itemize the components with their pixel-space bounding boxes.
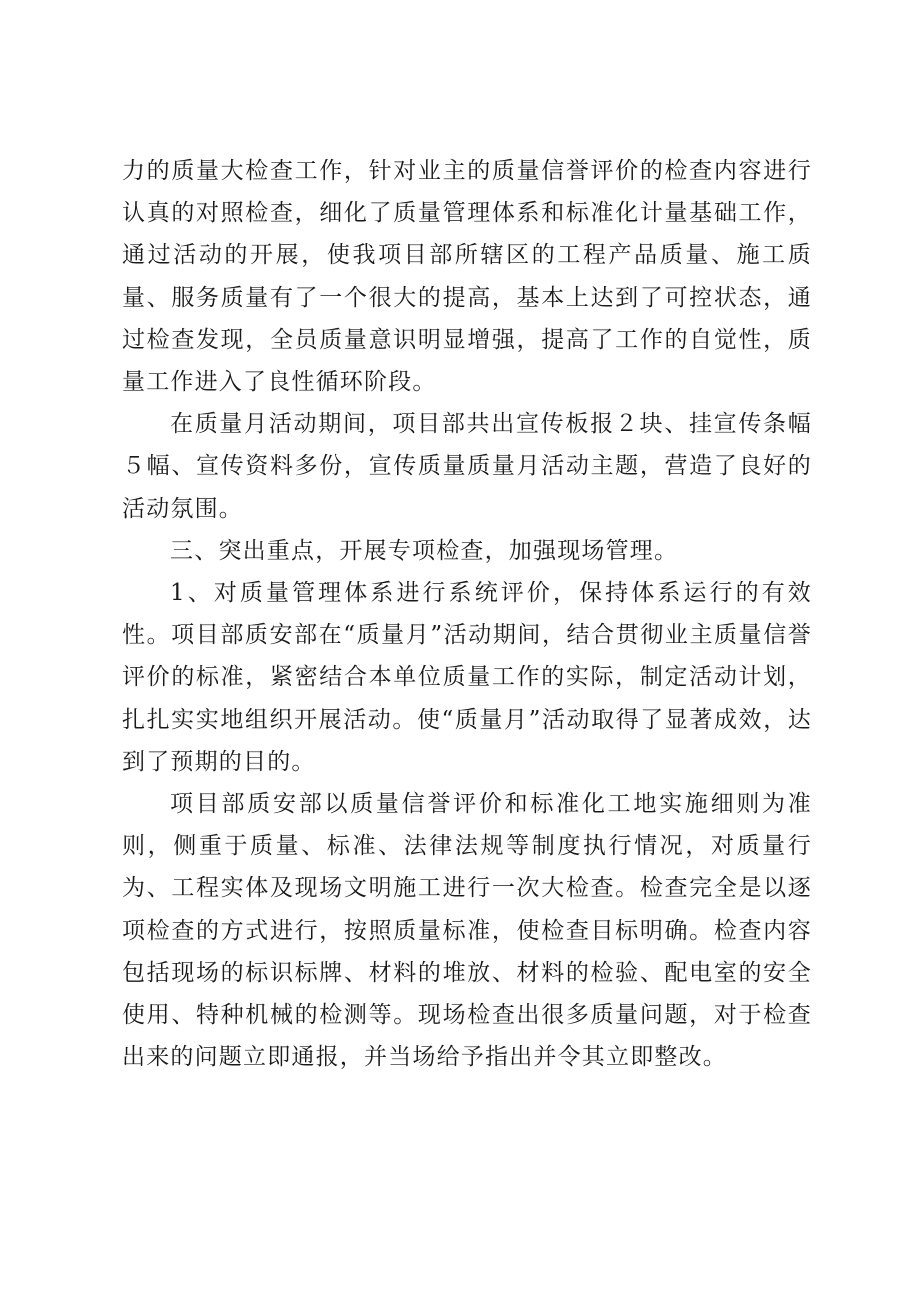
paragraph-inspection: 项目部质安部以质量信誉评价和标准化工地实施细则为准则，侧重于质量、标准、法律法规等制度执行情况，对质量行为、工程实体及现场文明施工进行一次大检查。检查完全是以逐项检查的方式进行，按照质量标准，使检查目标明确。检查内容包括现场的标识标牌、材料的堆放、材料的检验、配电室的安全使用、特种机械的检测等。现场检查出很多质量问题，对于检查出来的问题立即通报，并当场给予指出并令其立即整改。	[122, 791, 812, 1071]
paragraph-publicity: 在质量月活动期间，项目部共出宣传板报２块、挂宣传条幅５幅、宣传资料多份，宣传质量质量月活动主题，营造了良好的活动氛围。	[122, 411, 812, 522]
paragraph-item-1: 1、对质量管理体系进行系统评价，保持体系运行的有效性。项目部质安部在“质量月”活动期间，结合贯彻业主质量信誉评价的标准，紧密结合本单位质量工作的实际，制定活动计划，扎扎实实地组织开展活动。使“质量月”活动取得了显著成效，达到了预期的目的。	[122, 580, 812, 775]
paragraph-continuation: 力的质量大检查工作，针对业主的质量信誉评价的检查内容进行认真的对照检查，细化了质量管理体系和标准化计量基础工作，通过活动的开展，使我项目部所辖区的工程产品质量、施工质量、服务质量有了一个很大的提高，基本上达到了可控状态，通过检查发现，全员质量意识明显增强，提高了工作的自觉性，质量工作进入了良性循环阶段。	[122, 158, 812, 396]
section-heading-3: 三、突出重点，开展专项检查，加强现场管理。	[170, 537, 679, 564]
body-text	[122, 150, 812, 1078]
